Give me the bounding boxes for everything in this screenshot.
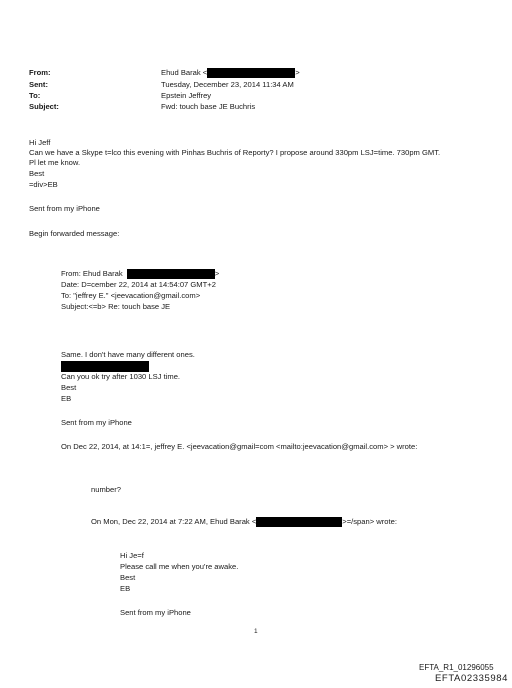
subject-value: Fwd: touch base JE Buchris xyxy=(161,102,256,111)
fwd-sent-from-iphone: Sent from my iPhone xyxy=(61,418,132,427)
redaction-box xyxy=(207,68,295,78)
fwd-from-text: From: Ehud Barak xyxy=(61,269,123,278)
begin-forwarded: Begin forwarded message: xyxy=(29,229,120,238)
body-line: Can we have a Skype t=lco this evening with Pinhas Buchris of Reporty? I propose around 330pm LSJ=time. 730pm GMT. xyxy=(29,148,441,157)
page-number: 1 xyxy=(254,628,258,635)
quoted-best: Best xyxy=(120,573,136,582)
from-value xyxy=(161,68,300,78)
quoted-on-mon-prefix: On Mon, Dec 22, 2014 at 7:22 AM, Ehud Barak < xyxy=(91,517,257,526)
subject-label: Subject: xyxy=(29,102,59,111)
redaction-box xyxy=(61,361,149,372)
fwd-same-line: Same. I don't have many different ones. xyxy=(61,350,195,359)
quoted-number: number? xyxy=(91,485,121,494)
fwd-from-line xyxy=(61,269,219,279)
bates-number-1: EFTA_R1_01296055 xyxy=(419,663,494,672)
quoted-eb: EB xyxy=(120,584,131,593)
fwd-on-dec-line: On Dec 22, 2014, at 14:1=, jeffrey E. <jeevacation@gmail=com <mailto:jeevacation@gmail.com> > wrote: xyxy=(61,442,418,451)
redaction-box xyxy=(127,269,215,279)
to-value: Epstein Jeffrey xyxy=(161,91,212,100)
fwd-subject-line: Subject:<=b> Re: touch base JE xyxy=(61,302,171,311)
fwd-can-you-line: Can you ok try after 1030 LSJ time. xyxy=(61,372,181,381)
body-line: =div>EB xyxy=(29,180,58,189)
quoted-please-call: Please call me when you're awake. xyxy=(120,562,239,571)
bates-number-2: EFTA02335984 xyxy=(435,673,509,684)
quoted-on-mon-suffix: >=/span> wrote: xyxy=(342,517,397,526)
body-line: Best xyxy=(29,169,45,178)
quoted-sent-from-iphone: Sent from my iPhone xyxy=(120,608,191,617)
from-tail: > xyxy=(295,68,300,77)
fwd-to-line: To: "jeffrey E." <jeevacation@gmail.com> xyxy=(61,291,201,300)
fwd-date-line: Date: D=cember 22, 2014 at 14:54:07 GMT+2 xyxy=(61,280,216,289)
quoted-on-mon-line xyxy=(91,517,397,527)
fwd-from-tail: > xyxy=(214,269,220,278)
fwd-best: Best xyxy=(61,383,77,392)
sent-value: Tuesday, December 23, 2014 11:34 AM xyxy=(161,80,294,89)
body-line: Hi Jeff xyxy=(29,138,51,147)
quoted-hi: Hi Je=f xyxy=(120,551,144,560)
body-line: Pl let me know. xyxy=(29,158,81,167)
fwd-eb: EB xyxy=(61,394,72,403)
from-label: From: xyxy=(29,68,51,77)
to-label: To: xyxy=(29,91,41,100)
redaction-box xyxy=(256,517,342,527)
sent-from-iphone: Sent from my iPhone xyxy=(29,204,100,213)
sent-label: Sent: xyxy=(29,80,48,89)
from-name: Ehud Barak < xyxy=(161,68,208,77)
